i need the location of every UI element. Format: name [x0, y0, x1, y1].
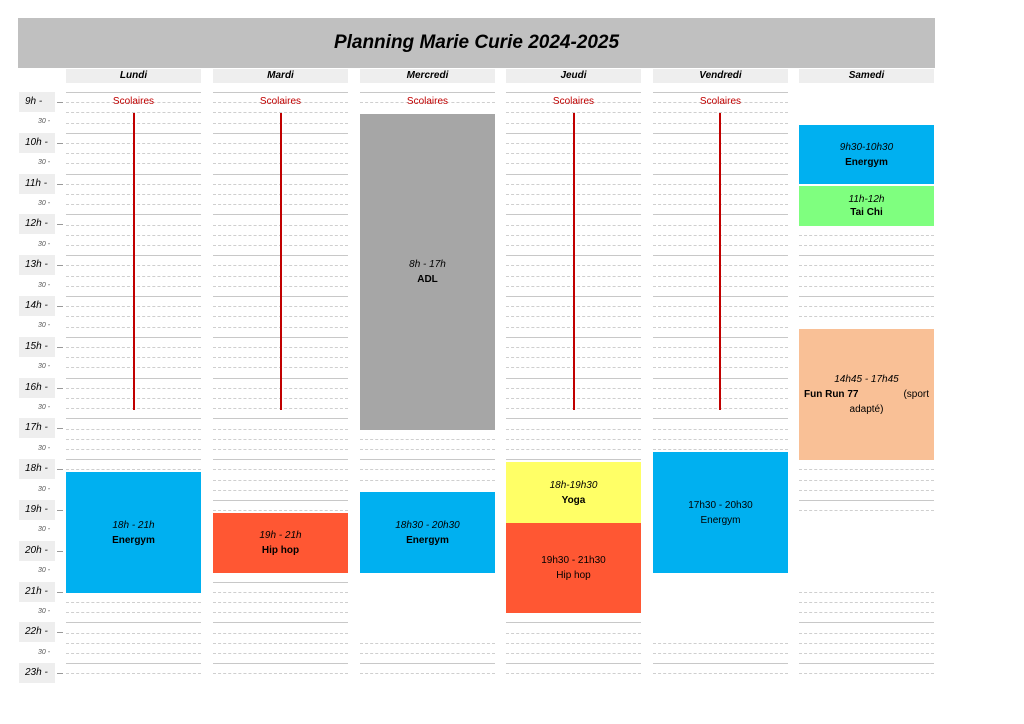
activity-note-1: (sport — [903, 389, 929, 400]
activity-name: Energym — [112, 534, 155, 546]
activity-time: 14h45 - 17h45 — [834, 374, 899, 385]
hour-label: 12h - — [19, 214, 55, 234]
grid-line — [213, 439, 348, 440]
hour-tick — [57, 184, 63, 185]
activity-jeudi-hiphop[interactable] — [506, 523, 641, 613]
grid-line — [213, 633, 348, 634]
grid-line — [66, 612, 201, 613]
grid-line — [506, 663, 641, 664]
hour-label: 17h - — [19, 418, 55, 438]
grid-line — [213, 469, 348, 470]
grid-line — [799, 643, 934, 644]
hour-label: 19h - — [19, 500, 55, 520]
grid-line — [799, 673, 934, 674]
half-hour-label: 30 - — [38, 200, 51, 207]
grid-line — [213, 582, 348, 583]
grid-line — [213, 92, 348, 93]
scolaires-label-vendredi: Scolaires — [699, 96, 742, 107]
hour-tick — [57, 224, 63, 225]
grid-line — [360, 469, 495, 470]
grid-line — [213, 449, 348, 450]
activity-lundi-energym[interactable] — [66, 472, 201, 593]
day-header-jeudi: Jeudi — [506, 69, 641, 83]
grid-line — [66, 429, 201, 430]
grid-line — [799, 469, 934, 470]
half-hour-label: 30 - — [38, 485, 51, 493]
grid-line — [360, 643, 495, 644]
activity-name: Energym — [700, 514, 741, 526]
activity-name: Fun Run 77 — [804, 389, 859, 400]
title-bar — [18, 18, 935, 68]
grid-line — [653, 92, 788, 93]
activity-name: Hip hop — [556, 570, 591, 581]
grid-line — [506, 459, 641, 460]
grid-line — [360, 663, 495, 664]
activity-time: 11h-12h — [848, 194, 885, 205]
activity-time: 18h - 21h — [112, 519, 155, 531]
hour-label: 21h - — [19, 582, 55, 602]
scolaires-line-mardi — [280, 113, 282, 410]
grid-line — [799, 286, 934, 287]
grid-line — [360, 459, 495, 460]
grid-line — [799, 633, 934, 634]
grid-line — [66, 459, 201, 460]
hour-tick — [57, 469, 63, 470]
grid-line — [213, 500, 348, 501]
activity-time: 18h30 - 20h30 — [395, 519, 460, 531]
grid-line — [66, 418, 201, 419]
activity-vendredi-energym[interactable] — [653, 452, 788, 573]
activity-time: 9h30-10h30 — [839, 141, 894, 153]
grid-line — [213, 602, 348, 603]
activity-time: 17h30 - 20h30 — [688, 499, 753, 511]
hour-label: 15h - — [19, 337, 55, 357]
grid-line — [653, 663, 788, 664]
activity-mercredi-adl[interactable] — [360, 114, 495, 430]
grid-line — [213, 622, 348, 623]
grid-line — [799, 612, 934, 613]
grid-line — [360, 92, 495, 93]
hour-tick — [57, 388, 63, 389]
grid-line — [506, 439, 641, 440]
grid-line — [653, 429, 788, 430]
half-hour-label: 30 - — [38, 322, 51, 330]
grid-line — [799, 480, 934, 481]
grid-line — [360, 449, 495, 450]
grid-line — [653, 643, 788, 644]
hour-tick — [57, 632, 63, 633]
grid-line — [799, 653, 934, 654]
half-hour-label: 30 - — [38, 444, 51, 452]
grid-line — [213, 429, 348, 430]
grid-line — [799, 296, 934, 297]
day-header-samedi: Samedi — [799, 69, 934, 83]
activity-name: Tai Chi — [850, 207, 883, 218]
grid-line — [213, 612, 348, 613]
grid-line — [213, 673, 348, 674]
grid-line — [799, 276, 934, 277]
grid-line — [506, 633, 641, 634]
grid-line — [506, 673, 641, 674]
half-hour-label: 30 - — [38, 159, 51, 167]
hour-tick — [57, 347, 63, 348]
grid-line — [213, 459, 348, 460]
grid-line — [506, 622, 641, 623]
half-hour-label: 30 - — [38, 404, 51, 411]
grid-line — [66, 92, 201, 93]
grid-line — [213, 480, 348, 481]
hour-label: 11h - — [19, 174, 55, 194]
scolaires-label-jeudi: Scolaires — [552, 96, 595, 107]
grid-line — [66, 469, 201, 470]
half-hour-label: 30 - — [38, 608, 51, 615]
grid-line — [799, 316, 934, 317]
grid-line — [506, 653, 641, 654]
activity-note-2: adapté) — [849, 404, 884, 415]
grid-line — [66, 643, 201, 644]
scolaires-label-lundi: Scolaires — [112, 96, 155, 107]
grid-line — [213, 418, 348, 419]
grid-line — [213, 490, 348, 491]
grid-line — [66, 673, 201, 674]
hour-label: 10h - — [19, 133, 55, 153]
grid-line — [66, 653, 201, 654]
hour-label: 22h - — [19, 622, 55, 642]
half-hour-label: 30 - — [38, 526, 51, 534]
grid-line — [360, 439, 495, 440]
grid-line — [66, 622, 201, 623]
scolaires-label-mardi: Scolaires — [259, 96, 302, 107]
grid-line — [66, 602, 201, 603]
hour-label: 14h - — [19, 296, 55, 316]
hour-label: 16h - — [19, 378, 55, 398]
hour-tick — [57, 143, 63, 144]
hour-tick — [57, 551, 63, 552]
hour-tick — [57, 510, 63, 511]
grid-line — [506, 643, 641, 644]
grid-line — [799, 602, 934, 603]
grid-line — [799, 306, 934, 307]
grid-line — [213, 592, 348, 593]
grid-line — [506, 429, 641, 430]
activity-name: Hip hop — [261, 545, 300, 556]
grid-line — [799, 500, 934, 501]
activity-samedi-funrun[interactable] — [799, 329, 934, 460]
grid-line — [799, 265, 934, 266]
activity-name: Yoga — [561, 494, 586, 506]
half-hour-label: 30 - — [38, 648, 51, 656]
activity-name: Energym — [845, 156, 888, 168]
grid-line — [799, 490, 934, 491]
activity-time: 19h30 - 21h30 — [541, 555, 606, 566]
hour-label: 9h - — [19, 92, 55, 112]
hour-tick — [57, 428, 63, 429]
grid-line — [799, 592, 934, 593]
day-header-vendredi: Vendredi — [653, 69, 788, 83]
grid-line — [66, 633, 201, 634]
grid-line — [506, 92, 641, 93]
hour-tick — [57, 265, 63, 266]
activity-time: 8h - 17h — [409, 259, 446, 270]
half-hour-label: 30 - — [38, 363, 51, 371]
grid-line — [213, 643, 348, 644]
activity-mardi-hiphop[interactable] — [213, 513, 348, 573]
grid-line — [653, 439, 788, 440]
activity-jeudi-yoga[interactable] — [506, 462, 641, 523]
grid-line — [799, 245, 934, 246]
grid-line — [66, 439, 201, 440]
day-header-mercredi: Mercredi — [360, 69, 495, 83]
grid-line — [213, 510, 348, 511]
grid-line — [213, 663, 348, 664]
day-header-lundi: Lundi — [66, 69, 201, 83]
grid-line — [653, 673, 788, 674]
hour-tick — [57, 592, 63, 593]
activity-mercredi-energym[interactable] — [360, 492, 495, 573]
hour-label: 20h - — [19, 541, 55, 561]
hour-label: 18h - — [19, 459, 55, 479]
grid-line — [799, 663, 934, 664]
grid-line — [360, 480, 495, 481]
grid-line — [799, 510, 934, 511]
grid-line — [66, 663, 201, 664]
page-title: Planning Marie Curie 2024-2025 — [333, 32, 620, 53]
grid-line — [653, 449, 788, 450]
half-hour-label: 30 - — [38, 240, 51, 248]
grid-line — [653, 418, 788, 419]
grid-line — [799, 255, 934, 256]
scolaires-line-vendredi — [719, 113, 721, 410]
half-hour-label: 30 - — [38, 567, 51, 575]
scolaires-line-jeudi — [573, 113, 575, 410]
grid-line — [653, 653, 788, 654]
grid-line — [360, 653, 495, 654]
grid-line — [506, 418, 641, 419]
day-header-mardi: Mardi — [213, 69, 348, 83]
grid-line — [66, 449, 201, 450]
hour-tick — [57, 102, 63, 103]
activity-samedi-energym[interactable] — [799, 125, 934, 184]
activity-name: ADL — [417, 274, 438, 285]
hour-label: 13h - — [19, 255, 55, 275]
activity-samedi-taichi[interactable] — [799, 186, 934, 226]
hour-label: 23h - — [19, 663, 55, 683]
scolaires-label-mercredi: Scolaires — [406, 96, 449, 107]
grid-line — [506, 449, 641, 450]
grid-line — [213, 653, 348, 654]
half-hour-label: 30 - — [38, 118, 51, 126]
grid-line — [799, 235, 934, 236]
activity-name: Energym — [406, 534, 449, 546]
half-hour-label: 30 - — [38, 281, 51, 289]
grid-line — [799, 622, 934, 623]
hour-tick — [57, 673, 63, 674]
activity-time: 19h - 21h — [259, 530, 302, 541]
scolaires-line-lundi — [133, 113, 135, 410]
hour-tick — [57, 306, 63, 307]
grid-line — [360, 673, 495, 674]
activity-time: 18h-19h30 — [549, 479, 598, 491]
